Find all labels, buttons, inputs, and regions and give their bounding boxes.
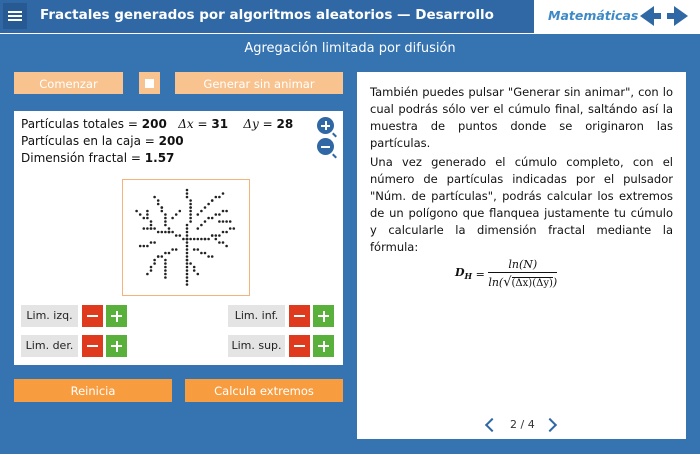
fractal-particle bbox=[193, 269, 196, 272]
fractal-particle bbox=[164, 262, 167, 265]
header-bar bbox=[0, 0, 700, 34]
fractal-particle bbox=[211, 217, 214, 220]
fractal-particle bbox=[150, 220, 153, 223]
explanation-panel bbox=[357, 72, 686, 439]
fractal-particle bbox=[179, 210, 182, 213]
fractal-canvas bbox=[122, 179, 250, 296]
fractal-particle bbox=[204, 220, 207, 223]
app-title: Fractales generados por algoritmos aleatorios — Desarrollo bbox=[40, 7, 494, 23]
fractal-particle bbox=[161, 255, 164, 258]
reset-button[interactable]: Reinicia bbox=[14, 379, 172, 402]
fractal-particle bbox=[171, 248, 174, 251]
fractal-particle bbox=[193, 266, 196, 269]
fractal-particle bbox=[186, 241, 189, 244]
fractal-particle bbox=[186, 273, 189, 276]
fractal-particle bbox=[218, 220, 221, 223]
fractal-particle bbox=[211, 199, 214, 202]
fractal-particle bbox=[215, 238, 218, 241]
box-label: Partículas en la caja = bbox=[21, 134, 159, 148]
left-limit-minus-button[interactable] bbox=[82, 305, 103, 327]
fractal-particle bbox=[229, 220, 232, 223]
fractal-particle bbox=[161, 206, 164, 209]
dy-value: 28 bbox=[276, 117, 294, 131]
dx-label: Δx = bbox=[178, 117, 212, 131]
fractal-particle bbox=[150, 227, 153, 230]
fractal-particle bbox=[157, 203, 160, 206]
fractal-particle bbox=[164, 231, 167, 234]
fractal-particle bbox=[143, 217, 146, 220]
upper-limit-minus-button[interactable] bbox=[289, 335, 310, 357]
fractal-particle bbox=[211, 234, 214, 237]
fractal-particle bbox=[197, 273, 200, 276]
fractal-particle bbox=[225, 231, 228, 234]
fractal-particle bbox=[215, 234, 218, 237]
fractal-particle bbox=[175, 213, 178, 216]
right-limit-plus-button[interactable] bbox=[106, 335, 127, 357]
fractal-particle bbox=[186, 192, 189, 195]
fractal-particle bbox=[153, 227, 156, 230]
fractal-particle bbox=[225, 220, 228, 223]
fractal-particle bbox=[150, 224, 153, 227]
fractal-particle bbox=[222, 192, 225, 195]
fractal-particle bbox=[207, 217, 210, 220]
fractal-particle bbox=[207, 203, 210, 206]
fractal-particle bbox=[143, 227, 146, 230]
fractal-particle bbox=[189, 203, 192, 206]
fractal-particle bbox=[153, 262, 156, 265]
fractal-particle bbox=[171, 231, 174, 234]
fractal-particle bbox=[225, 210, 228, 213]
menu-icon[interactable] bbox=[3, 3, 27, 29]
fractal-particle bbox=[186, 227, 189, 230]
fractal-particle bbox=[193, 238, 196, 241]
explanation-paragraph-2: Una vez generado el cúmulo completo, con el número de partículas indicadas por el pulsador "Núm. de partículas", podrás calcular los extremos de un polígono que flanquea justamente tu cúmulo y calcularle la dimensión fractal mediante la fórmula: bbox=[370, 155, 673, 254]
fractal-particle bbox=[164, 259, 167, 262]
fractal-particle bbox=[186, 262, 189, 265]
subject-tab bbox=[534, 0, 700, 34]
fractal-particle bbox=[200, 238, 203, 241]
simulation-panel bbox=[14, 111, 343, 365]
fractal-particle bbox=[186, 266, 189, 269]
fractal-particle bbox=[186, 231, 189, 234]
fractal-particle bbox=[146, 245, 149, 248]
fractal-particle bbox=[207, 255, 210, 258]
fractal-particle bbox=[222, 210, 225, 213]
fractal-particle bbox=[189, 213, 192, 216]
upper-limit-plus-button[interactable] bbox=[313, 335, 334, 357]
fractal-particle bbox=[164, 266, 167, 269]
fractal-particle bbox=[164, 276, 167, 279]
fractal-particle bbox=[186, 224, 189, 227]
left-limit-plus-button[interactable] bbox=[106, 305, 127, 327]
fractal-particle bbox=[186, 276, 189, 279]
fractal-particle bbox=[150, 241, 153, 244]
zoom-out-handle bbox=[332, 154, 337, 159]
fractal-particle bbox=[182, 238, 185, 241]
zoom-in-icon[interactable] bbox=[317, 117, 334, 134]
fractal-particle bbox=[168, 252, 171, 255]
fractal-particle bbox=[186, 255, 189, 258]
fractal-particle bbox=[135, 210, 138, 213]
fractal-particle bbox=[204, 238, 207, 241]
left-limit-label: Lim. izq. bbox=[21, 305, 78, 327]
zoom-in-handle bbox=[332, 133, 337, 138]
fractal-particle bbox=[186, 234, 189, 237]
fractal-particle bbox=[186, 245, 189, 248]
section-title: Agregación limitada por difusión bbox=[244, 41, 456, 56]
fractal-particle bbox=[222, 241, 225, 244]
fractal-particle bbox=[186, 238, 189, 241]
fractal-particle bbox=[146, 213, 149, 216]
fractal-particle bbox=[200, 224, 203, 227]
fractal-particle bbox=[229, 227, 232, 230]
box-value: 200 bbox=[158, 134, 184, 148]
fractal-particle bbox=[164, 224, 167, 227]
fractal-particle bbox=[139, 245, 142, 248]
fractal-particle bbox=[186, 269, 189, 272]
fractal-particle bbox=[218, 196, 221, 199]
fractal-particle bbox=[171, 217, 174, 220]
fractal-particle bbox=[186, 252, 189, 255]
total-value: 200 bbox=[141, 117, 167, 131]
fractal-particle bbox=[186, 196, 189, 199]
fractal-particle bbox=[211, 255, 214, 258]
formula-denominator: ln(√(Δx)(Δy)) bbox=[488, 275, 558, 290]
fractal-particle bbox=[164, 269, 167, 272]
fractal-particle bbox=[164, 252, 167, 255]
fractal-particle bbox=[197, 238, 200, 241]
fractal-particle bbox=[197, 248, 200, 251]
arrow-right-icon[interactable] bbox=[674, 6, 688, 26]
fractal-particle bbox=[146, 273, 149, 276]
dimension-value: 1.57 bbox=[144, 151, 175, 165]
generate-without-animation-button[interactable]: Generar sin animar bbox=[175, 72, 343, 94]
fractal-particle bbox=[157, 231, 160, 234]
fractal-particle bbox=[161, 231, 164, 234]
fractal-particle bbox=[204, 252, 207, 255]
fractal-particle bbox=[164, 217, 167, 220]
fractal-particle bbox=[153, 196, 156, 199]
total-label: Partículas totales = bbox=[21, 117, 142, 131]
fractal-particle bbox=[189, 220, 192, 223]
fractal-particle bbox=[146, 217, 149, 220]
fractal-particle bbox=[150, 266, 153, 269]
fractal-particle bbox=[146, 210, 149, 213]
fractal-particle bbox=[175, 248, 178, 251]
fractal-particle bbox=[179, 234, 182, 237]
fractal-particle bbox=[204, 206, 207, 209]
fractal-particle bbox=[218, 213, 221, 216]
fractal-dimension-formula: $D_H$ = $\frac{\ln(N)}{\ln(√(\Delta x)(\Delta y))}$ bbox=[455, 258, 558, 290]
calculate-extremes-button[interactable]: Calcula extremos bbox=[185, 379, 343, 402]
fractal-particle bbox=[186, 259, 189, 262]
fractal-particle bbox=[186, 189, 189, 192]
dx-value: 31 bbox=[211, 117, 229, 131]
fractal-particle bbox=[157, 255, 160, 258]
fractal-particle bbox=[197, 227, 200, 230]
dy-label: Δy = bbox=[243, 117, 277, 131]
chevron-left-icon[interactable] bbox=[485, 418, 499, 432]
stop-button[interactable] bbox=[139, 72, 160, 94]
fractal-particle bbox=[189, 199, 192, 202]
fractal-particle bbox=[207, 238, 210, 241]
fractal-particle bbox=[200, 210, 203, 213]
fractal-particle bbox=[189, 206, 192, 209]
fractal-particle bbox=[164, 273, 167, 276]
subject-label: Matemáticas bbox=[548, 8, 639, 23]
right-limit-label: Lim. der. bbox=[21, 335, 78, 357]
fractal-particle bbox=[197, 213, 200, 216]
fractal-particle bbox=[233, 227, 236, 230]
fractal-particle bbox=[193, 248, 196, 251]
info-line-dimension bbox=[21, 151, 174, 165]
chevron-right-icon[interactable] bbox=[543, 418, 557, 432]
fractal-particle bbox=[164, 213, 167, 216]
fractal-particle bbox=[218, 241, 221, 244]
fractal-particle bbox=[186, 280, 189, 283]
info-line-box bbox=[21, 134, 184, 148]
fractal-particle bbox=[146, 227, 149, 230]
fractal-particle bbox=[143, 245, 146, 248]
fractal-particle bbox=[222, 231, 225, 234]
fractal-particle bbox=[153, 259, 156, 262]
fractal-particle bbox=[150, 269, 153, 272]
lower-limit-plus-button[interactable] bbox=[313, 305, 334, 327]
formula-lhs: $D_H$ bbox=[455, 266, 473, 282]
info-line-totals bbox=[21, 117, 293, 131]
fractal-particle bbox=[164, 220, 167, 223]
fractal-particle bbox=[157, 199, 160, 202]
fractal-particle bbox=[175, 234, 178, 237]
start-button[interactable]: Comenzar bbox=[14, 72, 123, 94]
formula-fraction bbox=[488, 258, 557, 290]
right-limit-minus-button[interactable] bbox=[82, 335, 103, 357]
fractal-particle bbox=[189, 217, 192, 220]
lower-limit-minus-button[interactable] bbox=[289, 305, 310, 327]
fractal-particle bbox=[153, 241, 156, 244]
fractal-particle bbox=[222, 220, 225, 223]
fractal-particle bbox=[161, 210, 164, 213]
fractal-particle bbox=[215, 196, 218, 199]
fractal-particle bbox=[186, 248, 189, 251]
fractal-particle bbox=[168, 231, 171, 234]
fractal-particle bbox=[139, 213, 142, 216]
fractal-particle bbox=[215, 213, 218, 216]
fractal-particle bbox=[168, 227, 171, 230]
upper-limit-label: Lim. sup. bbox=[228, 335, 285, 357]
dimension-label: Dimensión fractal = bbox=[21, 151, 145, 165]
explanation-paragraph-1: También puedes pulsar "Generar sin animar", con lo cual podrás sólo ver el cúmulo final, saltándo así la muestra de puntos donde se originaron las partículas. bbox=[370, 85, 673, 150]
formula-numerator: ln(N) bbox=[488, 258, 557, 273]
fractal-particle bbox=[186, 283, 189, 286]
pager bbox=[483, 416, 563, 436]
fractal-particle bbox=[189, 238, 192, 241]
zoom-out-icon[interactable] bbox=[317, 138, 334, 155]
page-indicator: 2 / 4 bbox=[510, 418, 535, 431]
fractal-particle bbox=[189, 262, 192, 265]
fractal-particle bbox=[218, 234, 221, 237]
arrow-left-icon[interactable] bbox=[640, 6, 654, 26]
fractal-particle bbox=[200, 252, 203, 255]
fractal-particle bbox=[189, 210, 192, 213]
fractal-particle bbox=[225, 245, 228, 248]
lower-limit-label: Lim. inf. bbox=[228, 305, 285, 327]
